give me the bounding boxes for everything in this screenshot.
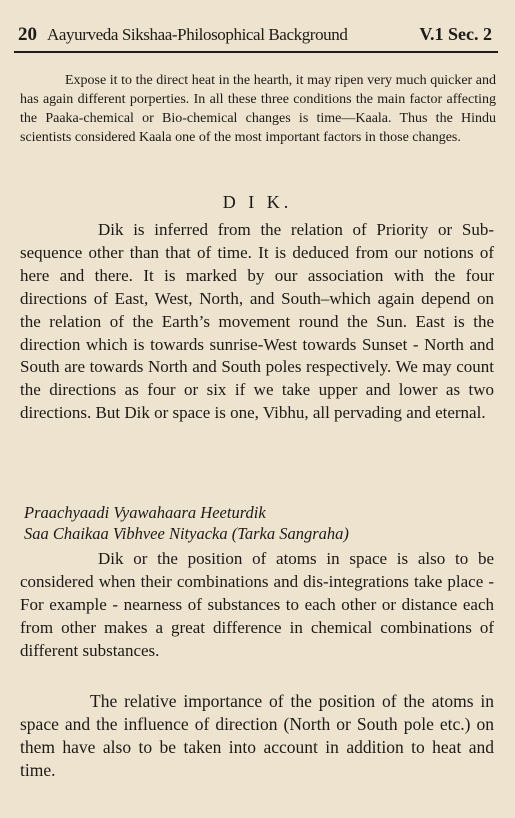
relative-importance-paragraph: The relative importance of the position of the atoms in space and the influence of direction (North or South pole etc.) on them have also to be taken into account in addition to heat and time. — [20, 691, 494, 780]
running-title: Aayurveda Sikshaa-Philosophical Background — [47, 25, 348, 44]
page-header — [18, 24, 492, 50]
sanskrit-verse-line-1: Praachyaadi Vyawahaara Heeturdik — [24, 503, 266, 522]
intro-paragraph: Expose it to the direct heat in the hearth, it may ripen very much quicker and has again different porperties. In all these three conditions the main factor affecting the Paaka-chemical or Bio-chemical changes is time—Kaala. Thus the Hindu scientists considered Kaala one of the most important factors in those changes. — [20, 73, 496, 145]
section-heading: D I K. — [222, 192, 293, 212]
sanskrit-verse-line-2: Saa Chaikaa Vibhvee Nityacka (Tarka Sangraha) — [24, 524, 349, 543]
header-rule — [14, 51, 498, 53]
position-atoms-paragraph: Dik or the position of atoms in space is also to be considered when their combinations and dis-integrations take place - For example - nearness of substances to each other or distance each from other makes a great difference in chemical combinations of different substances. — [20, 549, 494, 660]
dik-definition-paragraph: Dik is inferred from the relation of Priority or Sub-sequence other than that of time. It is deduced from our notions of here and there. It is marked by our association with the four directions of East, West, North, and South–which again depend on the relation of the Earth’s movement round the Sun. East is the direction which is towards sunrise-West towards Sunset - North and South are towards North and South poles respectively. We may count the directions as four or six if we take upper and lower as two directions. But Dik or space is one, Vibhu, all pervading and eternal. — [20, 220, 494, 423]
page-number: 20 — [18, 24, 37, 45]
volume-section: V.1 Sec. 2 — [419, 24, 492, 44]
